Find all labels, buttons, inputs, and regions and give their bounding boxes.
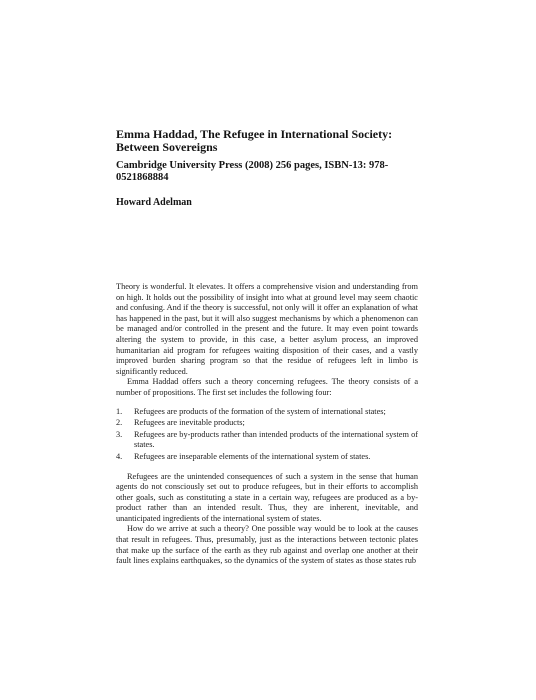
paragraph-causes: How do we arrive at such a theory? One possible way would be to look at the causes that result in refugees. Thus, presumably, just as the interactions between tectonic plates that make up the surface of the earth as they rub against and overlap one another at their fault lines explains earthquakes, so the dynamics of the system of states as those states rub xyxy=(116,524,418,566)
list-number: 2. xyxy=(116,418,123,428)
list-item xyxy=(116,430,418,451)
review-title: Emma Haddad, The Refugee in International Society: Between Sovereigns xyxy=(116,127,393,154)
paragraph-intro-propositions: Emma Haddad offers such a theory concerning refugees. The theory consists of a number of propositions. The first set includes the following four: xyxy=(116,377,418,397)
paragraph-unintended: Refugees are the unintended consequences of such a system in the sense that human agents do not consciously set out to produce refugees, but in their efforts to accomplish other goals, such as constituting a state in a certain way, refugees are produced as a by-product rather than an intended result. Thus, they are inherent, inevitable, and unanticipated ingredients of the international system of states. xyxy=(116,471,418,523)
paragraph-theory: Theory is wonderful. It elevates. It offers a comprehensive vision and understanding from on high. It holds out the possibility of insight into what at ground level may seem chaotic and confusing. And if the theory is successful, not only will it offer an explanation of what has happened in the past, but it will also suggest mechanisms by which a phenomenon can be managed and/or controlled in the present and the future. It may even point towards altering the system to provide, in this case, a better asylum process, an improved humanitarian aid program for refugees waiting disposition of their cases, and a vastly improved burden sharing program so that the residue of refugees left in limbo is significantly reduced. xyxy=(116,282,418,376)
review-body xyxy=(116,282,418,567)
list-number: 3. xyxy=(116,429,123,439)
list-text: Refugees are by-products rather than intended products of the international system of states. xyxy=(134,429,418,450)
list-number: 1. xyxy=(116,406,123,416)
spacer xyxy=(116,399,418,407)
list-item xyxy=(116,418,418,429)
review-author: Howard Adelman xyxy=(116,197,192,208)
propositions-list xyxy=(116,407,418,463)
list-item xyxy=(116,407,418,418)
list-text: Refugees are inevitable products; xyxy=(134,418,245,428)
list-item xyxy=(116,452,418,463)
spacer xyxy=(116,464,418,472)
list-number: 4. xyxy=(116,451,123,461)
publication-details: Cambridge University Press (2008) 256 pages, ISBN-13: 978-0521868884 xyxy=(116,160,389,183)
list-text: Refugees are products of the formation of the system of international states; xyxy=(134,406,386,416)
review-header xyxy=(116,128,416,209)
list-text: Refugees are inseparable elements of the international system of states. xyxy=(134,451,371,461)
